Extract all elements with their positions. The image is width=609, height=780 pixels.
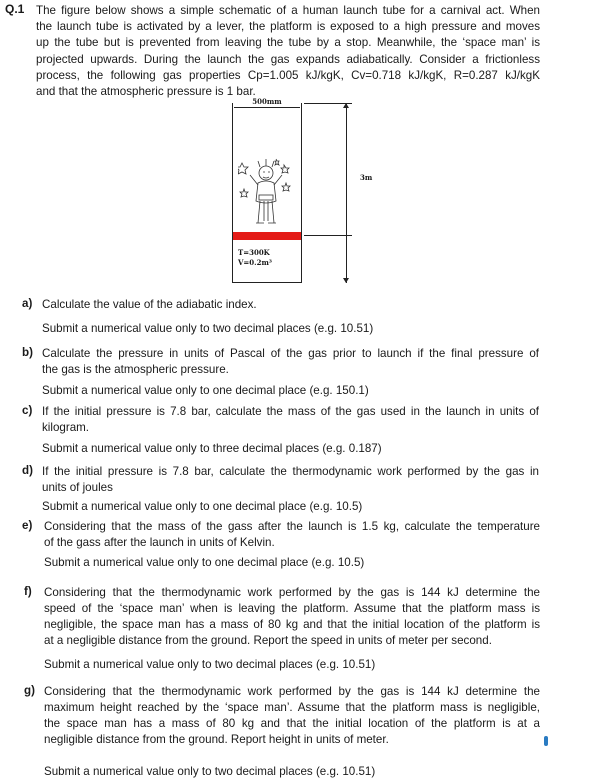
part-label: b) [22, 346, 33, 359]
platform [233, 232, 301, 240]
submit-instruction: Submit a numerical value only to one decimal place (e.g. 10.5) [44, 556, 365, 569]
question-line: Calculate the value of the adiabatic index. [42, 298, 257, 311]
part-label: e) [22, 519, 33, 532]
part-question [42, 346, 539, 378]
question-line: the gas is the atmospheric pressure. [42, 363, 229, 376]
submit-instruction: Submit a numerical value only to two decimal places (e.g. 10.51) [44, 765, 376, 778]
part-question [42, 297, 257, 313]
question-line: Considering that the thermodynamic work performed by the gas is 144 kJ determine the [44, 586, 540, 599]
part-label: f) [24, 585, 32, 598]
submit-instruction: Submit a numerical value only to one decimal place (e.g. 10.5) [42, 500, 363, 513]
part-label: g) [24, 684, 35, 697]
question-line: negligible distance from the ground. Report height in units of meter. [44, 733, 389, 746]
part-label: c) [22, 404, 33, 417]
intro-line: projected upwards. During the launch the gas expands adiabatically. Consider a frictionless [36, 52, 540, 66]
question-number: Q.1 [5, 2, 25, 16]
question-line: the space man has a mass of 80 kg and that the initial location of the platform is at a [44, 717, 540, 730]
question-line: maximum height reached by the ‘space man’. Assume that the platform mass is negligible, [44, 701, 540, 714]
question-line: Calculate the pressure in units of Pascal of the gas prior to launch if the final pressure of [42, 347, 539, 360]
scroll-indicator [544, 736, 548, 746]
question-line: units of joules [42, 481, 113, 494]
part-question [44, 585, 540, 649]
question-line: If the initial pressure is 7.8 bar, calculate the mass of the gas used in the launch in units of [42, 405, 539, 418]
part-label: a) [22, 297, 33, 310]
part-question [44, 519, 540, 551]
question-line: negligible, the space man has a mass of 80 kg and that the initial location of the platform is [44, 618, 540, 631]
question-intro [36, 3, 540, 100]
part-question [42, 404, 539, 436]
gas-temperature: T=300K [238, 248, 270, 257]
tube-width-label: 500mm [252, 97, 282, 106]
intro-line: up the tube but is prevented from leaving the tube by a stop. Meanwhile, the ‘space man’ is [36, 36, 540, 50]
part-question [44, 684, 540, 748]
gas-conditions [238, 248, 272, 268]
arrow-down-icon [343, 278, 349, 283]
question-line: of the gass after the launch in units of Kelvin. [44, 536, 275, 549]
question-line: If the initial pressure is 7.8 bar, calculate the thermodynamic work performed by the gas in [42, 465, 539, 478]
arrow-up-icon [343, 103, 349, 108]
submit-instruction: Submit a numerical value only to one decimal place (e.g. 150.1) [42, 384, 369, 397]
part-question [42, 464, 539, 496]
question-line: Considering that the thermodynamic work performed by the gas is 144 kJ determine the [44, 685, 540, 698]
submit-instruction: Submit a numerical value only to two decimal places (e.g. 10.51) [44, 658, 376, 671]
intro-line: The figure below shows a simple schematic of a human launch tube for a carnival act. When [36, 4, 540, 17]
intro-line: the launch tube is activated by a lever, the platform is exposed to a high pressure and moves [36, 20, 540, 34]
question-line: speed of the ‘space man’ when is leaving the platform. Assume that the platform mass is [44, 602, 540, 615]
part-label: d) [22, 464, 33, 477]
question-line: kilogram. [42, 421, 90, 434]
height-dimension-line [346, 103, 347, 283]
launch-tube-diagram [220, 95, 380, 285]
intro-line: and that the atmospheric pressure is 1 bar. [36, 85, 256, 99]
submit-instruction: Submit a numerical value only to two decimal places (e.g. 10.51) [42, 322, 374, 335]
space-man-icon [238, 155, 294, 231]
question-line: Considering that the mass of the gass after the launch is 1.5 kg, calculate the temperature [44, 520, 540, 533]
gas-volume: V=0.2m³ [238, 258, 272, 267]
intro-line: process, the following gas properties Cp=1.005 kJ/kgK, Cv=0.718 kJ/kgK, R=0.287 kJ/kgK [36, 68, 540, 82]
question-line: at a negligible distance from the ground. Report the speed in units of meter per second. [44, 634, 492, 647]
tube-height-label: 3m [360, 173, 373, 182]
height-extension-bottom [304, 235, 352, 236]
submit-instruction: Submit a numerical value only to three decimal places (e.g. 0.187) [42, 442, 382, 455]
